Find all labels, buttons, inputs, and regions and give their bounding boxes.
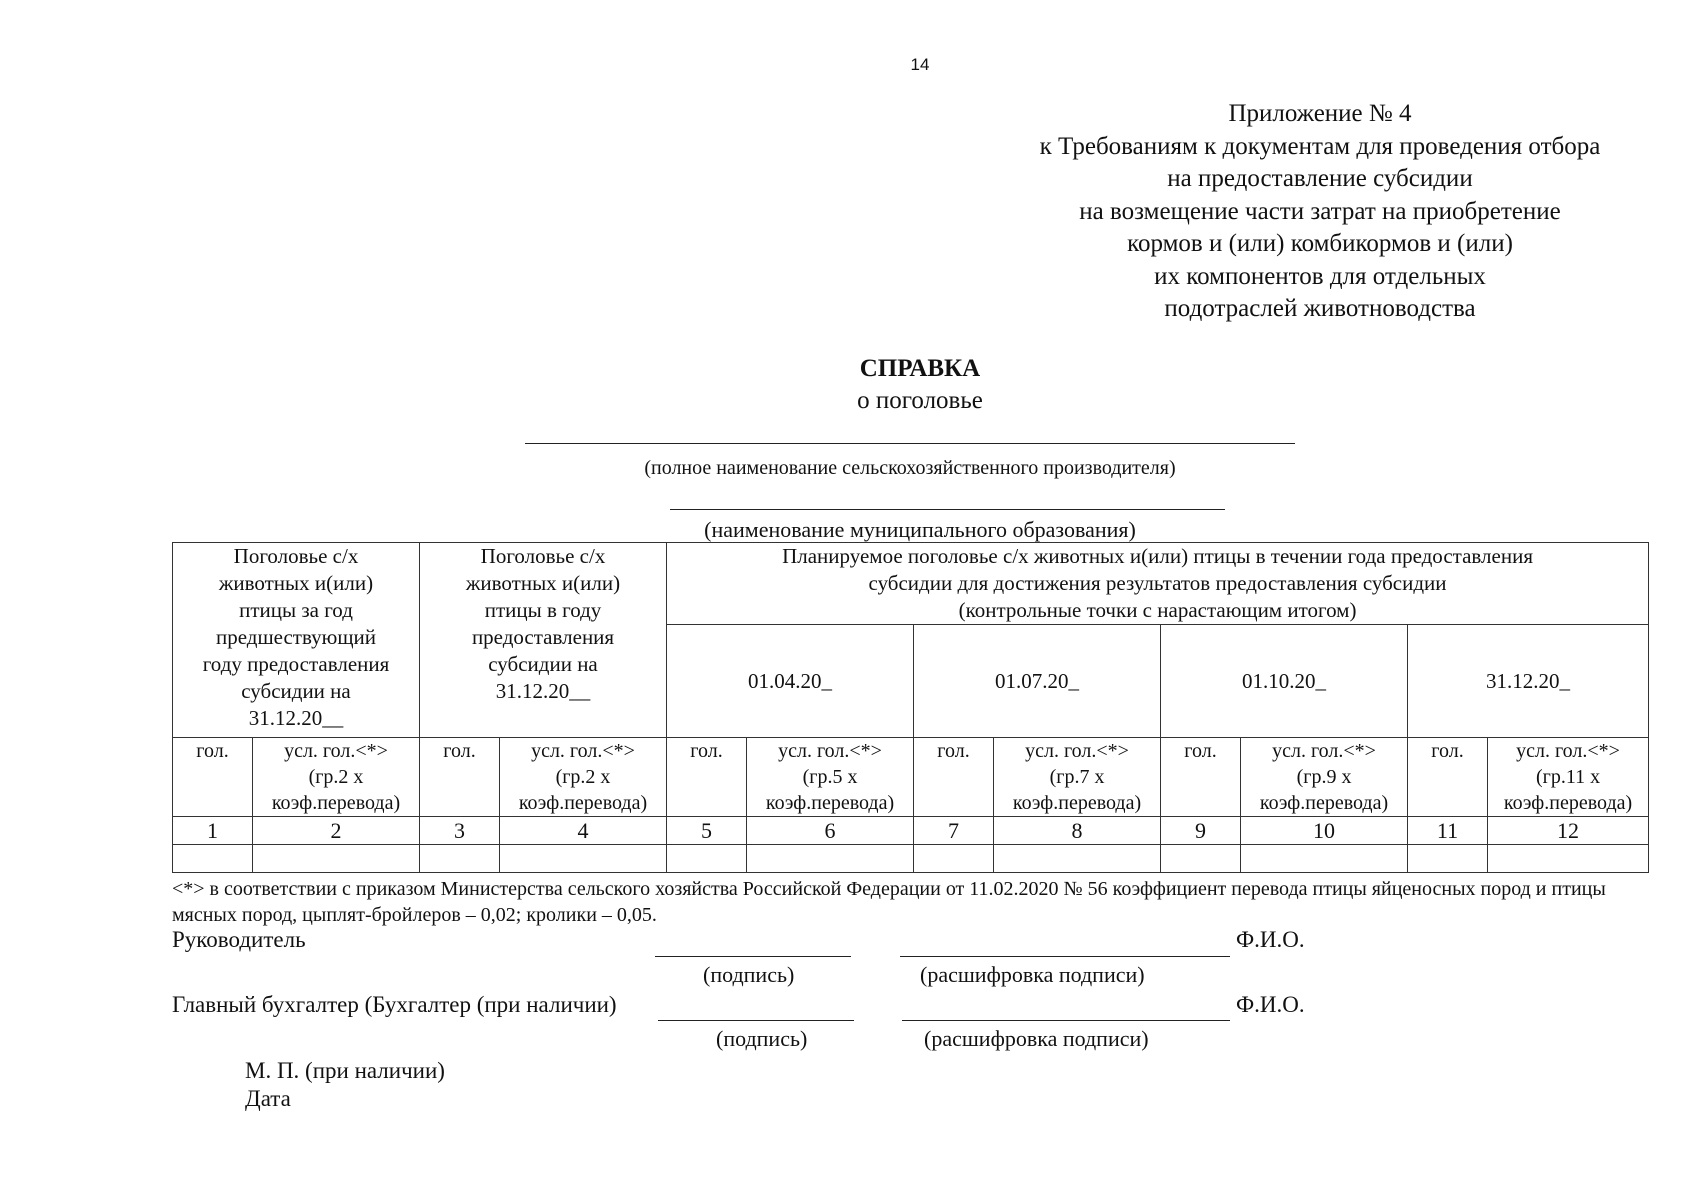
head-count-label: гол. <box>173 738 253 817</box>
data-cell[interactable] <box>500 845 667 873</box>
head-count-label: гол. <box>667 738 747 817</box>
stamp-label: М. П. (при наличии) <box>245 1058 445 1083</box>
date-checkpoint: 01.04.20_ <box>667 625 914 738</box>
head-count-label: гол. <box>1408 738 1488 817</box>
head-decode-line <box>900 956 1230 957</box>
date-checkpoint: 01.10.20_ <box>1161 625 1408 738</box>
footnote: <*> в соответствии с приказом Министерства сельского хозяйства Российской Федерации от 11.02.2020 № 56 коэффициент перевода птицы яйценосных пород и птицы мясных пород, цыплят-бройлеров – 0,02; кролики – 0,05. <box>172 878 1606 926</box>
date-checkpoint: 31.12.20_ <box>1408 625 1649 738</box>
column-number: 3 <box>420 817 500 845</box>
data-cell[interactable] <box>914 845 994 873</box>
appendix-line: кормов и (или) комбикормов и (или) <box>1127 230 1513 257</box>
appendix-line: подотраслей животноводства <box>1164 295 1476 322</box>
appendix-line: их компонентов для отдельных <box>1154 262 1486 290</box>
column-number: 2 <box>253 817 420 845</box>
header-planned: Планируемое поголовье с/х животных и(или) птицы в течении года предоставления субсидии для достижения результатов предоставления субсидии (контрольные точки с нарастающим итогом) <box>667 543 1649 625</box>
data-cell[interactable] <box>994 845 1161 873</box>
appendix-line: на предоставление субсидии <box>1167 165 1473 192</box>
column-number: 10 <box>1241 817 1408 845</box>
column-number: 5 <box>667 817 747 845</box>
data-cell[interactable] <box>747 845 914 873</box>
conditional-head-label: усл. гол.<*> (гр.5 х коэф.перевода) <box>747 738 914 817</box>
column-number: 12 <box>1488 817 1649 845</box>
head-count-label: гол. <box>1161 738 1241 817</box>
header-prev-year: Поголовье с/х животных и(или) птицы за год предшествующий году предоставления субсидии на 31.12.20__ <box>173 543 420 738</box>
conditional-head-label: усл. гол.<*> (гр.2 х коэф.перевода) <box>253 738 420 817</box>
accountant-decode-caption: (расшифровка подписи) <box>924 1026 1149 1051</box>
data-cell[interactable] <box>1161 845 1241 873</box>
accountant-signature-line <box>658 1020 854 1021</box>
conditional-head-label: усл. гол.<*> (гр.9 х коэф.перевода) <box>1241 738 1408 817</box>
accountant-decode-line <box>902 1020 1230 1021</box>
data-cell[interactable] <box>667 845 747 873</box>
livestock-table <box>172 542 1649 873</box>
appendix-header <box>990 98 1650 326</box>
conditional-head-label: усл. гол.<*> (гр.7 х коэф.перевода) <box>994 738 1161 817</box>
data-cell[interactable] <box>420 845 500 873</box>
data-cell[interactable] <box>173 845 253 873</box>
document-subtitle: о поголовье <box>857 387 983 414</box>
head-decode-caption: (расшифровка подписи) <box>920 962 1145 987</box>
column-number: 11 <box>1408 817 1488 845</box>
municipality-caption: (наименование муниципального образования) <box>704 517 1136 542</box>
accountant-fio: Ф.И.О. <box>1236 992 1305 1017</box>
page-number: 14 <box>910 55 930 74</box>
column-number: 6 <box>747 817 914 845</box>
producer-name-line <box>525 443 1295 444</box>
producer-caption: (полное наименование сельскохозяйственного производителя) <box>644 457 1176 479</box>
data-cell[interactable] <box>1488 845 1649 873</box>
data-cell[interactable] <box>1241 845 1408 873</box>
municipality-name-line <box>670 509 1225 510</box>
head-count-label: гол. <box>914 738 994 817</box>
appendix-line: Приложение № 4 <box>1228 100 1412 127</box>
appendix-line: на возмещение части затрат на приобретение <box>1079 197 1561 225</box>
data-cell[interactable] <box>253 845 420 873</box>
head-label: Руководитель <box>172 927 306 952</box>
accountant-signature-caption: (подпись) <box>716 1026 808 1051</box>
document-title: СПРАВКА <box>859 355 981 382</box>
data-cell[interactable] <box>1408 845 1488 873</box>
header-current-year: Поголовье с/х животных и(или) птицы в году предоставления субсидии на 31.12.20__ <box>420 543 667 738</box>
column-number: 7 <box>914 817 994 845</box>
column-number: 8 <box>994 817 1161 845</box>
conditional-head-label: усл. гол.<*> (гр.2 х коэф.перевода) <box>500 738 667 817</box>
appendix-line: к Требованиям к документам для проведения отбора <box>1039 132 1601 160</box>
head-signature-caption: (подпись) <box>703 962 795 987</box>
head-count-label: гол. <box>420 738 500 817</box>
conditional-head-label: усл. гол.<*> (гр.11 х коэф.перевода) <box>1488 738 1649 817</box>
date-label: Дата <box>245 1086 291 1111</box>
column-number: 1 <box>173 817 253 845</box>
column-number: 9 <box>1161 817 1241 845</box>
chief-accountant-label: Главный бухгалтер (Бухгалтер (при наличии) <box>172 992 617 1017</box>
head-signature-line <box>655 956 851 957</box>
date-checkpoint: 01.07.20_ <box>914 625 1161 738</box>
head-fio: Ф.И.О. <box>1236 927 1305 952</box>
column-number: 4 <box>500 817 667 845</box>
